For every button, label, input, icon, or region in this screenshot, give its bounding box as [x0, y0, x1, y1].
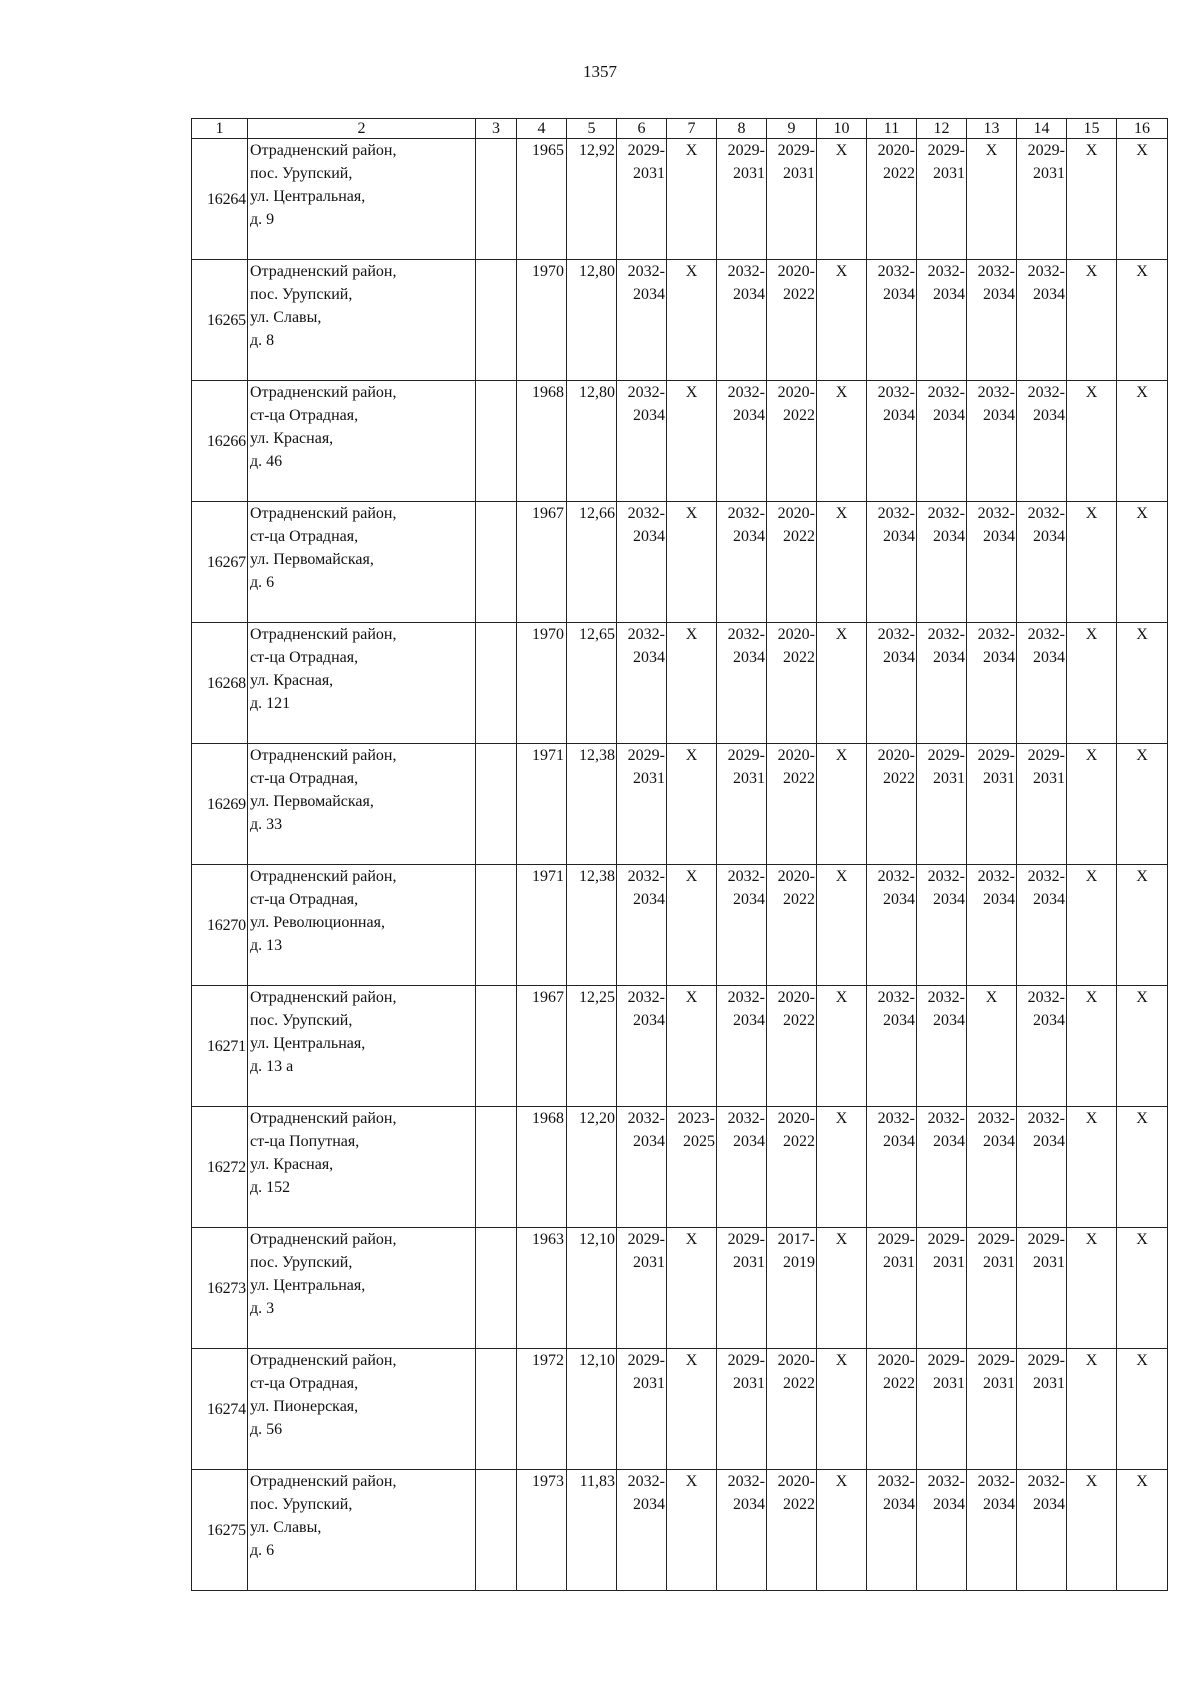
column-10-cell: X: [817, 1349, 867, 1470]
period-cell: 2020- 2022: [767, 744, 817, 865]
column-15-cell: X: [1067, 1107, 1117, 1228]
value-cell: 12,80: [567, 381, 617, 502]
period-cell: 2032- 2034: [867, 381, 917, 502]
column-10-cell: X: [817, 381, 867, 502]
column-16-cell: X: [1117, 1228, 1168, 1349]
period-cell: 2032- 2034: [917, 986, 967, 1107]
period-cell: 2032- 2034: [1017, 986, 1067, 1107]
column-number: 13: [967, 119, 1017, 139]
period-cell: 2032- 2034: [967, 865, 1017, 986]
column-number: 12: [917, 119, 967, 139]
period-cell: 2032- 2034: [717, 502, 767, 623]
column-3-cell: [476, 744, 517, 865]
object-id: 16271: [192, 986, 248, 1107]
period-cell: 2032- 2034: [867, 623, 917, 744]
column-number: 8: [717, 119, 767, 139]
column-15-cell: X: [1067, 502, 1117, 623]
column-10-cell: X: [817, 1470, 867, 1591]
period-cell: X: [667, 139, 717, 260]
column-16-cell: X: [1117, 986, 1168, 1107]
period-cell: 2032- 2034: [867, 986, 917, 1107]
address-cell: Отрадненский район, ст-ца Отрадная, ул. Революционная, д. 13: [248, 865, 476, 986]
address-cell: Отрадненский район, ст-ца Отрадная, ул. Первомайская, д. 6: [248, 502, 476, 623]
column-16-cell: X: [1117, 623, 1168, 744]
object-id: 16265: [192, 260, 248, 381]
column-15-cell: X: [1067, 986, 1117, 1107]
period-cell: 2020- 2022: [767, 1470, 817, 1591]
column-15-cell: X: [1067, 1349, 1117, 1470]
period-cell: 2020- 2022: [767, 623, 817, 744]
value-cell: 12,10: [567, 1228, 617, 1349]
period-cell: 2029- 2031: [717, 139, 767, 260]
period-cell: 2032- 2034: [967, 260, 1017, 381]
period-cell: 2029- 2031: [717, 1349, 767, 1470]
year-cell: 1971: [517, 744, 567, 865]
period-cell: 2020- 2022: [767, 502, 817, 623]
table-row: [192, 381, 1168, 502]
period-cell: 2032- 2034: [717, 381, 767, 502]
column-15-cell: X: [1067, 381, 1117, 502]
period-cell: 2032- 2034: [917, 381, 967, 502]
table-row: [192, 502, 1168, 623]
object-id: 16264: [192, 139, 248, 260]
address-cell: Отрадненский район, пос. Урупский, ул. Славы, д. 8: [248, 260, 476, 381]
period-cell: 2020- 2022: [767, 1349, 817, 1470]
year-cell: 1971: [517, 865, 567, 986]
period-cell: 2032- 2034: [867, 502, 917, 623]
period-cell: X: [667, 502, 717, 623]
table-row: [192, 865, 1168, 986]
period-cell: 2020- 2022: [867, 744, 917, 865]
period-cell: X: [967, 986, 1017, 1107]
year-cell: 1968: [517, 381, 567, 502]
period-cell: 2032- 2034: [967, 623, 1017, 744]
period-cell: 2029- 2031: [967, 1228, 1017, 1349]
value-cell: 12,38: [567, 744, 617, 865]
address-cell: Отрадненский район, пос. Урупский, ул. Центральная, д. 9: [248, 139, 476, 260]
object-id: 16272: [192, 1107, 248, 1228]
period-cell: 2029- 2031: [617, 744, 667, 865]
period-cell: 2029- 2031: [1017, 1349, 1067, 1470]
period-cell: X: [667, 260, 717, 381]
value-cell: 12,10: [567, 1349, 617, 1470]
column-16-cell: X: [1117, 1470, 1168, 1591]
object-id: 16268: [192, 623, 248, 744]
object-id: 16274: [192, 1349, 248, 1470]
year-cell: 1970: [517, 260, 567, 381]
value-cell: 12,25: [567, 986, 617, 1107]
column-3-cell: [476, 986, 517, 1107]
year-cell: 1967: [517, 986, 567, 1107]
column-number: 15: [1067, 119, 1117, 139]
table-row: [192, 986, 1168, 1107]
period-cell: X: [667, 1349, 717, 1470]
year-cell: 1967: [517, 502, 567, 623]
table-body: [192, 139, 1168, 1591]
column-16-cell: X: [1117, 502, 1168, 623]
period-cell: 2029- 2031: [1017, 744, 1067, 865]
period-cell: 2032- 2034: [1017, 865, 1067, 986]
column-number: 6: [617, 119, 667, 139]
period-cell: 2032- 2034: [617, 381, 667, 502]
column-15-cell: X: [1067, 139, 1117, 260]
period-cell: 2029- 2031: [717, 744, 767, 865]
period-cell: 2017- 2019: [767, 1228, 817, 1349]
column-10-cell: X: [817, 1107, 867, 1228]
year-cell: 1968: [517, 1107, 567, 1228]
column-10-cell: X: [817, 865, 867, 986]
period-cell: 2032- 2034: [967, 1107, 1017, 1228]
period-cell: 2032- 2034: [717, 1470, 767, 1591]
period-cell: 2029- 2031: [617, 1228, 667, 1349]
period-cell: X: [667, 1228, 717, 1349]
period-cell: X: [967, 139, 1017, 260]
period-cell: 2032- 2034: [617, 865, 667, 986]
period-cell: 2032- 2034: [917, 865, 967, 986]
column-number: 3: [476, 119, 517, 139]
object-id: 16267: [192, 502, 248, 623]
object-id: 16269: [192, 744, 248, 865]
period-cell: 2029- 2031: [917, 1228, 967, 1349]
address-cell: Отрадненский район, пос. Урупский, ул. Славы, д. 6: [248, 1470, 476, 1591]
table-row: [192, 1349, 1168, 1470]
period-cell: 2029- 2031: [917, 744, 967, 865]
column-3-cell: [476, 623, 517, 744]
period-cell: 2020- 2022: [767, 1107, 817, 1228]
period-cell: 2032- 2034: [917, 502, 967, 623]
period-cell: 2020- 2022: [767, 986, 817, 1107]
column-3-cell: [476, 1228, 517, 1349]
period-cell: 2032- 2034: [617, 1107, 667, 1228]
table-row: [192, 1470, 1168, 1591]
period-cell: 2029- 2031: [717, 1228, 767, 1349]
period-cell: 2020- 2022: [767, 260, 817, 381]
table-row: [192, 744, 1168, 865]
period-cell: 2029- 2031: [1017, 139, 1067, 260]
column-3-cell: [476, 865, 517, 986]
column-3-cell: [476, 502, 517, 623]
column-15-cell: X: [1067, 1228, 1117, 1349]
period-cell: X: [667, 744, 717, 865]
period-cell: 2020- 2022: [767, 865, 817, 986]
column-16-cell: X: [1117, 744, 1168, 865]
column-3-cell: [476, 260, 517, 381]
column-15-cell: X: [1067, 260, 1117, 381]
value-cell: 11,83: [567, 1470, 617, 1591]
year-cell: 1965: [517, 139, 567, 260]
period-cell: X: [667, 381, 717, 502]
address-cell: Отрадненский район, пос. Урупский, ул. Центральная, д. 3: [248, 1228, 476, 1349]
period-cell: 2032- 2034: [717, 986, 767, 1107]
value-cell: 12,66: [567, 502, 617, 623]
period-cell: 2032- 2034: [1017, 623, 1067, 744]
column-15-cell: X: [1067, 865, 1117, 986]
period-cell: 2029- 2031: [767, 139, 817, 260]
period-cell: 2032- 2034: [917, 1107, 967, 1228]
year-cell: 1970: [517, 623, 567, 744]
column-10-cell: X: [817, 139, 867, 260]
period-cell: 2032- 2034: [617, 260, 667, 381]
period-cell: 2032- 2034: [867, 260, 917, 381]
period-cell: 2032- 2034: [1017, 1470, 1067, 1591]
column-number-row: [192, 119, 1168, 139]
period-cell: 2032- 2034: [967, 381, 1017, 502]
period-cell: 2032- 2034: [917, 1470, 967, 1591]
period-cell: X: [667, 623, 717, 744]
column-3-cell: [476, 1349, 517, 1470]
period-cell: 2029- 2031: [967, 1349, 1017, 1470]
page-number: 1357: [583, 62, 617, 81]
column-16-cell: X: [1117, 865, 1168, 986]
period-cell: 2032- 2034: [867, 1107, 917, 1228]
period-cell: 2032- 2034: [617, 986, 667, 1107]
column-10-cell: X: [817, 744, 867, 865]
column-15-cell: X: [1067, 623, 1117, 744]
period-cell: X: [667, 865, 717, 986]
period-cell: 2032- 2034: [717, 260, 767, 381]
address-cell: Отрадненский район, ст-ца Отрадная, ул. Красная, д. 46: [248, 381, 476, 502]
column-number: 14: [1017, 119, 1067, 139]
period-cell: 2032- 2034: [1017, 502, 1067, 623]
value-cell: 12,92: [567, 139, 617, 260]
object-id: 16266: [192, 381, 248, 502]
period-cell: 2029- 2031: [917, 1349, 967, 1470]
column-16-cell: X: [1117, 381, 1168, 502]
period-cell: 2032- 2034: [617, 502, 667, 623]
column-number: 11: [867, 119, 917, 139]
address-cell: Отрадненский район, пос. Урупский, ул. Центральная, д. 13 а: [248, 986, 476, 1107]
object-id: 16275: [192, 1470, 248, 1591]
column-number: 1: [192, 119, 248, 139]
period-cell: 2032- 2034: [967, 1470, 1017, 1591]
column-10-cell: X: [817, 1228, 867, 1349]
address-cell: Отрадненский район, ст-ца Отрадная, ул. Первомайская, д. 33: [248, 744, 476, 865]
period-cell: 2029- 2031: [967, 744, 1017, 865]
period-cell: 2032- 2034: [1017, 260, 1067, 381]
period-cell: 2032- 2034: [917, 260, 967, 381]
column-16-cell: X: [1117, 260, 1168, 381]
period-cell: 2032- 2034: [967, 502, 1017, 623]
table-row: [192, 139, 1168, 260]
period-cell: 2020- 2022: [767, 381, 817, 502]
column-3-cell: [476, 381, 517, 502]
period-cell: 2020- 2022: [867, 1349, 917, 1470]
period-cell: 2032- 2034: [717, 865, 767, 986]
column-number: 2: [248, 119, 476, 139]
period-cell: 2032- 2034: [617, 1470, 667, 1591]
table-row: [192, 623, 1168, 744]
column-3-cell: [476, 1470, 517, 1591]
value-cell: 12,20: [567, 1107, 617, 1228]
period-cell: X: [667, 1470, 717, 1591]
column-3-cell: [476, 1107, 517, 1228]
column-10-cell: X: [817, 986, 867, 1107]
value-cell: 12,80: [567, 260, 617, 381]
column-15-cell: X: [1067, 1470, 1117, 1591]
period-cell: 2023- 2025: [667, 1107, 717, 1228]
column-number: 10: [817, 119, 867, 139]
year-cell: 1972: [517, 1349, 567, 1470]
period-cell: 2029- 2031: [917, 139, 967, 260]
period-cell: 2029- 2031: [867, 1228, 917, 1349]
period-cell: 2032- 2034: [717, 1107, 767, 1228]
object-id: 16270: [192, 865, 248, 986]
column-10-cell: X: [817, 623, 867, 744]
period-cell: 2032- 2034: [617, 623, 667, 744]
column-number: 9: [767, 119, 817, 139]
column-number: 7: [667, 119, 717, 139]
column-16-cell: X: [1117, 1349, 1168, 1470]
table-row: [192, 260, 1168, 381]
period-cell: 2032- 2034: [867, 1470, 917, 1591]
column-16-cell: X: [1117, 139, 1168, 260]
value-cell: 12,38: [567, 865, 617, 986]
value-cell: 12,65: [567, 623, 617, 744]
column-10-cell: X: [817, 260, 867, 381]
column-10-cell: X: [817, 502, 867, 623]
period-cell: 2029- 2031: [617, 139, 667, 260]
period-cell: 2032- 2034: [867, 865, 917, 986]
period-cell: 2032- 2034: [1017, 381, 1067, 502]
address-cell: Отрадненский район, ст-ца Отрадная, ул. Красная, д. 121: [248, 623, 476, 744]
column-3-cell: [476, 139, 517, 260]
column-15-cell: X: [1067, 744, 1117, 865]
table-row: [192, 1228, 1168, 1349]
year-cell: 1963: [517, 1228, 567, 1349]
period-cell: 2032- 2034: [917, 623, 967, 744]
column-number: 5: [567, 119, 617, 139]
address-cell: Отрадненский район, ст-ца Попутная, ул. Красная, д. 152: [248, 1107, 476, 1228]
table-row: [192, 1107, 1168, 1228]
year-cell: 1973: [517, 1470, 567, 1591]
period-cell: 2029- 2031: [617, 1349, 667, 1470]
column-number: 16: [1117, 119, 1168, 139]
period-cell: 2029- 2031: [1017, 1228, 1067, 1349]
period-cell: 2032- 2034: [717, 623, 767, 744]
period-cell: X: [667, 986, 717, 1107]
period-cell: 2032- 2034: [1017, 1107, 1067, 1228]
address-cell: Отрадненский район, ст-ца Отрадная, ул. Пионерская, д. 56: [248, 1349, 476, 1470]
column-16-cell: X: [1117, 1107, 1168, 1228]
column-number: 4: [517, 119, 567, 139]
registry-table: [191, 118, 1168, 1591]
period-cell: 2020- 2022: [867, 139, 917, 260]
object-id: 16273: [192, 1228, 248, 1349]
